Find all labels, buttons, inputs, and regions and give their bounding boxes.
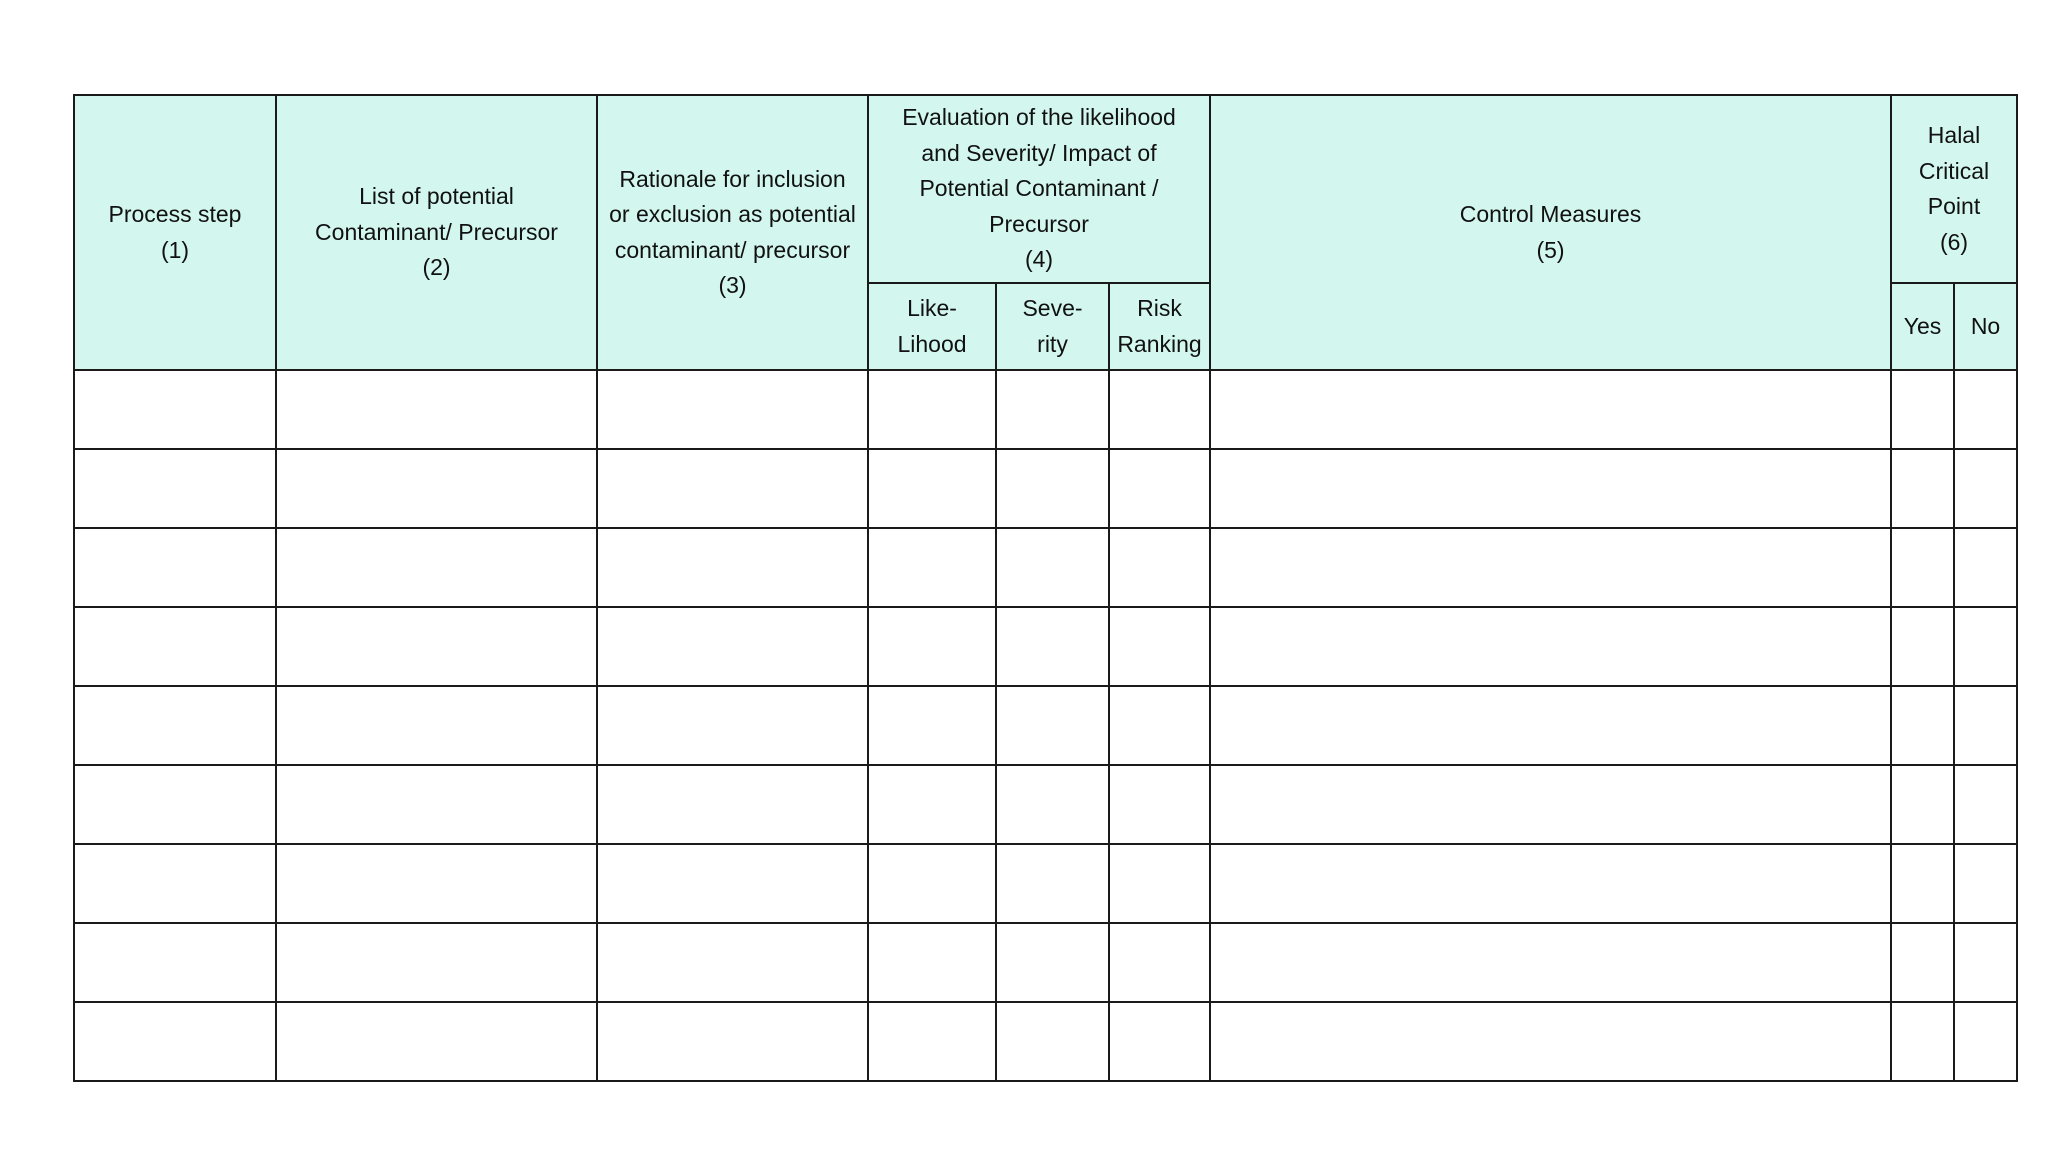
header-evaluation-line3: Potential Contaminant / xyxy=(919,175,1159,202)
cell-likelihood[interactable] xyxy=(868,1002,996,1081)
table-row xyxy=(74,607,2017,686)
subheader-likelihood xyxy=(868,283,996,370)
cell-process-step[interactable] xyxy=(74,1002,276,1081)
cell-severity[interactable] xyxy=(996,686,1109,765)
header-rationale-line1: Rationale for inclusion xyxy=(619,165,846,192)
cell-control-measures[interactable] xyxy=(1210,923,1891,1002)
cell-control-measures[interactable] xyxy=(1210,370,1891,449)
cell-hcp-no[interactable] xyxy=(1954,765,2017,844)
subheader-no: No xyxy=(1954,283,2017,370)
subheader-severity-line1: Seve- xyxy=(1022,295,1083,321)
cell-likelihood[interactable] xyxy=(868,370,996,449)
header-evaluation-number: (4) xyxy=(1024,246,1054,273)
header-control-measures-number: (5) xyxy=(1536,236,1565,263)
cell-control-measures[interactable] xyxy=(1210,607,1891,686)
header-process-step xyxy=(74,95,276,370)
cell-severity[interactable] xyxy=(996,607,1109,686)
header-contaminant-list-line2: Contaminant/ Precursor xyxy=(315,218,558,245)
cell-likelihood[interactable] xyxy=(868,528,996,607)
cell-risk-ranking[interactable] xyxy=(1109,607,1210,686)
cell-hcp-yes[interactable] xyxy=(1891,449,1954,528)
header-contaminant-list-number: (2) xyxy=(422,254,451,281)
table-row xyxy=(74,923,2017,1002)
subheader-risk-ranking-line1: Risk xyxy=(1137,295,1182,321)
cell-hcp-no[interactable] xyxy=(1954,923,2017,1002)
table-body xyxy=(74,370,2017,1081)
table-row xyxy=(74,1002,2017,1081)
subheader-risk-ranking-line2: Ranking xyxy=(1117,330,1202,357)
subheader-severity xyxy=(996,283,1109,370)
cell-contaminant-list[interactable] xyxy=(276,923,597,1002)
header-evaluation-line2: and Severity/ Impact of xyxy=(921,139,1157,166)
cell-likelihood[interactable] xyxy=(868,686,996,765)
cell-rationale[interactable] xyxy=(597,607,868,686)
cell-likelihood[interactable] xyxy=(868,844,996,923)
cell-severity[interactable] xyxy=(996,449,1109,528)
subheader-likelihood-line1: Like- xyxy=(907,295,957,321)
cell-likelihood[interactable] xyxy=(868,765,996,844)
header-hcp-line3: Point xyxy=(1927,193,1981,219)
cell-hcp-no[interactable] xyxy=(1954,1002,2017,1081)
header-contaminant-list-line1: List of potential xyxy=(359,183,514,210)
header-contaminant-list xyxy=(276,95,597,370)
table-row xyxy=(74,528,2017,607)
cell-rationale[interactable] xyxy=(597,923,868,1002)
cell-process-step[interactable] xyxy=(74,607,276,686)
cell-process-step[interactable] xyxy=(74,686,276,765)
cell-contaminant-list[interactable] xyxy=(276,449,597,528)
subheader-risk-ranking xyxy=(1109,283,1210,370)
cell-hcp-no[interactable] xyxy=(1954,607,2017,686)
cell-hcp-yes[interactable] xyxy=(1891,923,1954,1002)
cell-contaminant-list[interactable] xyxy=(276,765,597,844)
header-rationale-line3: contaminant/ precursor xyxy=(614,236,851,263)
cell-hcp-no[interactable] xyxy=(1954,528,2017,607)
header-rationale-number: (3) xyxy=(718,272,747,298)
table-row xyxy=(74,370,2017,449)
cell-contaminant-list[interactable] xyxy=(276,370,597,449)
cell-risk-ranking[interactable] xyxy=(1109,370,1210,449)
header-hcp-number: (6) xyxy=(1939,228,1969,255)
subheader-likelihood-line2: Lihood xyxy=(897,330,967,357)
cell-severity[interactable] xyxy=(996,370,1109,449)
cell-rationale[interactable] xyxy=(597,370,868,449)
cell-risk-ranking[interactable] xyxy=(1109,765,1210,844)
cell-risk-ranking[interactable] xyxy=(1109,1002,1210,1081)
cell-contaminant-list[interactable] xyxy=(276,686,597,765)
header-halal-critical-point xyxy=(1891,95,2017,283)
cell-control-measures[interactable] xyxy=(1210,844,1891,923)
cell-control-measures[interactable] xyxy=(1210,765,1891,844)
cell-process-step[interactable] xyxy=(74,923,276,1002)
cell-hcp-yes[interactable] xyxy=(1891,370,1954,449)
cell-rationale[interactable] xyxy=(597,528,868,607)
cell-hcp-no[interactable] xyxy=(1954,370,2017,449)
cell-risk-ranking[interactable] xyxy=(1109,686,1210,765)
cell-process-step[interactable] xyxy=(74,449,276,528)
cell-risk-ranking[interactable] xyxy=(1109,923,1210,1002)
cell-rationale[interactable] xyxy=(597,765,868,844)
cell-rationale[interactable] xyxy=(597,844,868,923)
cell-process-step[interactable] xyxy=(74,528,276,607)
cell-severity[interactable] xyxy=(996,1002,1109,1081)
header-evaluation xyxy=(868,95,1210,283)
table-row xyxy=(74,844,2017,923)
hazard-analysis-table xyxy=(73,94,2018,1082)
header-row xyxy=(74,95,2017,283)
cell-control-measures[interactable] xyxy=(1210,528,1891,607)
cell-process-step[interactable] xyxy=(74,844,276,923)
cell-rationale[interactable] xyxy=(597,686,868,765)
header-control-measures-label: Control Measures xyxy=(1459,201,1642,227)
cell-hcp-yes[interactable] xyxy=(1891,528,1954,607)
cell-process-step[interactable] xyxy=(74,765,276,844)
cell-hcp-no[interactable] xyxy=(1954,686,2017,765)
cell-severity[interactable] xyxy=(996,844,1109,923)
cell-contaminant-list[interactable] xyxy=(276,528,597,607)
header-control-measures xyxy=(1210,95,1891,370)
cell-control-measures[interactable] xyxy=(1210,449,1891,528)
header-evaluation-line1: Evaluation of the likelihood xyxy=(902,104,1176,131)
header-rationale xyxy=(597,95,868,370)
header-hcp-line1: Halal xyxy=(1927,122,1981,148)
cell-risk-ranking[interactable] xyxy=(1109,844,1210,923)
cell-likelihood[interactable] xyxy=(868,923,996,1002)
header-process-step-label: Process step xyxy=(108,201,242,227)
subheader-severity-line2: rity xyxy=(1037,330,1068,357)
header-hcp-line2: Critical xyxy=(1918,157,1990,184)
cell-likelihood[interactable] xyxy=(868,449,996,528)
cell-contaminant-list[interactable] xyxy=(276,1002,597,1081)
table-row xyxy=(74,765,2017,844)
cell-hcp-yes[interactable] xyxy=(1891,844,1954,923)
cell-likelihood[interactable] xyxy=(868,607,996,686)
cell-hcp-no[interactable] xyxy=(1954,449,2017,528)
cell-risk-ranking[interactable] xyxy=(1109,449,1210,528)
header-evaluation-line4: Precursor xyxy=(989,210,1089,237)
cell-hcp-no[interactable] xyxy=(1954,844,2017,923)
cell-control-measures[interactable] xyxy=(1210,1002,1891,1081)
header-process-step-number: (1) xyxy=(160,236,190,263)
cell-control-measures[interactable] xyxy=(1210,686,1891,765)
cell-contaminant-list[interactable] xyxy=(276,844,597,923)
header-rationale-line2: or exclusion as potential xyxy=(609,201,856,227)
table-row xyxy=(74,686,2017,765)
table-header xyxy=(74,95,2017,370)
cell-severity[interactable] xyxy=(996,923,1109,1002)
cell-risk-ranking[interactable] xyxy=(1109,528,1210,607)
cell-hcp-yes[interactable] xyxy=(1891,765,1954,844)
cell-rationale[interactable] xyxy=(597,449,868,528)
cell-contaminant-list[interactable] xyxy=(276,607,597,686)
cell-severity[interactable] xyxy=(996,528,1109,607)
cell-hcp-yes[interactable] xyxy=(1891,607,1954,686)
subheader-yes: Yes xyxy=(1891,283,1954,370)
cell-severity[interactable] xyxy=(996,765,1109,844)
cell-hcp-yes[interactable] xyxy=(1891,1002,1954,1081)
cell-hcp-yes[interactable] xyxy=(1891,686,1954,765)
cell-process-step[interactable] xyxy=(74,370,276,449)
cell-rationale[interactable] xyxy=(597,1002,868,1081)
table-row xyxy=(74,449,2017,528)
